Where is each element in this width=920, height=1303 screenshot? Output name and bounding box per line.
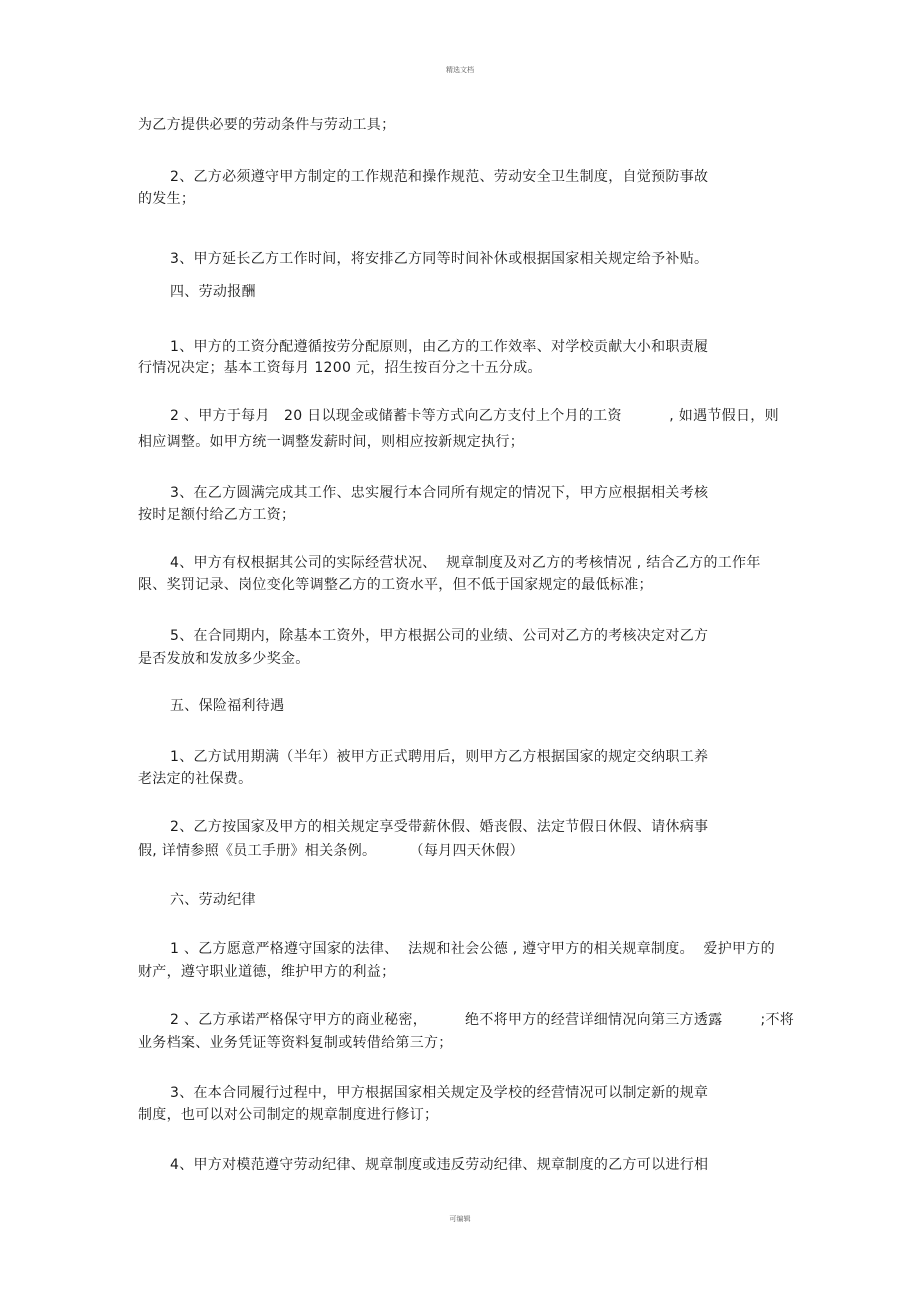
paragraph-line: 2、乙方必须遵守甲方制定的工作规范和操作规范、劳动安全卫生制度，自觉预防事故 [170,169,709,185]
paragraph-line: 3、甲方延长乙方工作时间，将安排乙方同等时间补休或根据国家相关规定给予补贴。 [170,251,709,267]
paragraph-line: 按时足额付给乙方工资； [138,507,296,523]
paragraph-line: 2 、乙方承诺严格保守甲方的商业秘密， 绝不将甲方的经营详细情况向第三方透露 ;不将 [170,1012,795,1028]
section-heading: 四、劳动报酬 [170,284,256,300]
section-heading: 六、劳动纪律 [170,892,256,908]
page-footer: 可编辑 [449,1215,471,1223]
paragraph-line: 是否发放和发放多少奖金。 [138,651,310,667]
paragraph-line: 5、在合同期内，除基本工资外，甲方根据公司的业绩、公司对乙方的考核决定对乙方 [170,628,709,644]
paragraph-line: 为乙方提供必要的劳动条件与劳动工具； [138,117,396,133]
section-heading: 五、保险福利待遇 [170,698,285,714]
paragraph-line: 4、甲方对模范遵守劳动纪律、规章制度或违反劳动纪律、规章制度的乙方可以进行相 [170,1157,709,1173]
paragraph-line: 的发生； [138,191,196,207]
paragraph-line: 相应调整。如甲方统一调整发薪时间，则相应按新规定执行； [138,434,525,450]
paragraph-line: 财产，遵守职业道德，维护甲方的利益； [138,964,396,980]
paragraph-line: 1 、乙方愿意严格遵守国家的法律、 法规和社会公德 , 遵守甲方的相关规章制度。 爱护甲方的 [170,941,775,957]
page-header: 精选文档 [446,66,474,74]
paragraph-line: 2 、甲方于每月 20 日以现金或储蓄卡等方式向乙方支付上个月的工资 , 如遇节假日，则 [170,408,779,424]
paragraph-line: 老法定的社保费。 [138,771,253,787]
paragraph-line: 制度，也可以对公司制定的规章制度进行修订； [138,1107,439,1123]
paragraph-line: 3、在乙方圆满完成其工作、忠实履行本合同所有规定的情况下，甲方应根据相关考核 [170,485,709,501]
paragraph-line: 3、在本合同履行过程中，甲方根据国家相关规定及学校的经营情况可以制定新的规章 [170,1085,709,1101]
paragraph-line: 1、甲方的工资分配遵循按劳分配原则，由乙方的工作效率、对学校贡献大小和职责履 [170,339,709,355]
paragraph-line: 假, 详情参照《员工手册》相关条例。 （每月四天休假） [138,843,524,859]
paragraph-line: 业务档案、业务凭证等资料复制或转借给第三方； [138,1035,453,1051]
paragraph-line: 2、乙方按国家及甲方的相关规定享受带薪休假、婚丧假、法定节假日休假、请休病事 [170,819,709,835]
paragraph-line: 1、乙方试用期满（半年）被甲方正式聘用后，则甲方乙方根据国家的规定交纳职工养 [170,749,709,765]
paragraph-line: 行情况决定；基本工资每月 1200 元，招生按百分之十五分成。 [138,360,542,376]
paragraph-line: 4、甲方有权根据其公司的实际经营状况、 规章制度及对乙方的考核情况 , 结合乙方的工作年 [170,555,761,571]
paragraph-line: 限、奖罚记录、岗位变化等调整乙方的工资水平，但不低于国家规定的最低标准； [138,577,653,593]
